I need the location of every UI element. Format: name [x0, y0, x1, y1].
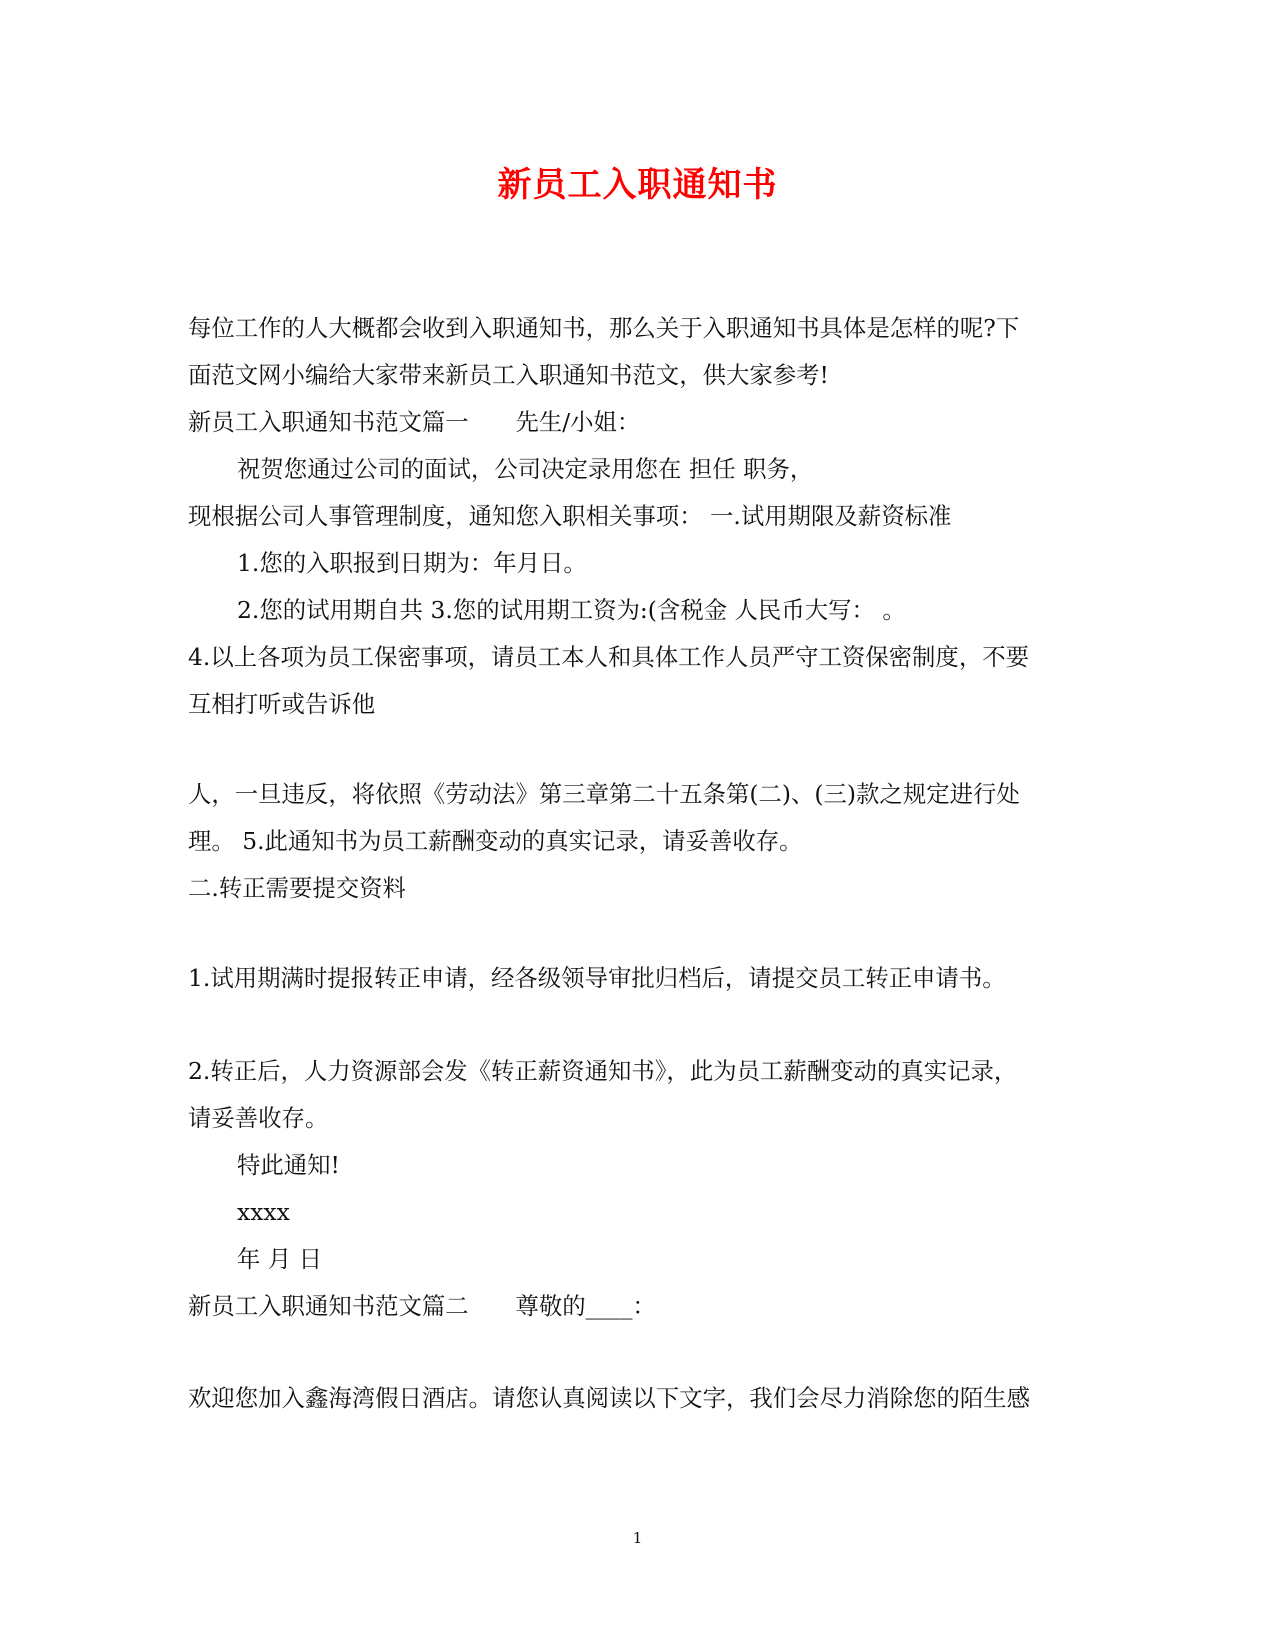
section-heading-line: 新员工入职通知书范文篇二 尊敬的____：	[188, 1292, 656, 1320]
paragraph-line: 欢迎您加入鑫海湾假日酒店。请您认真阅读以下文字，我们会尽力消除您的陌生感	[188, 1384, 1031, 1412]
list-item-line: 4.以上各项为员工保密事项，请员工本人和具体工作人员严守工资保密制度，不要	[188, 643, 1029, 671]
list-item-line: 2.转正后，人力资源部会发《转正薪资通知书》，此为员工薪酬变动的真实记录，	[188, 1057, 1018, 1085]
section-heading-line: 新员工入职通知书范文篇一 先生/小姐：	[188, 408, 641, 436]
paragraph-line: 请妥善收存。	[188, 1104, 329, 1132]
page-number: 1	[632, 1529, 643, 1547]
paragraph-line: 祝贺您通过公司的面试，公司决定录用您在 担任 职务，	[237, 455, 814, 483]
paragraph-line: 每位工作的人大概都会收到入职通知书，那么关于入职通知书具体是怎样的呢?下	[188, 314, 1020, 342]
paragraph-line: 互相打听或告诉他	[188, 690, 376, 718]
section-heading-line: 二.转正需要提交资料	[188, 874, 406, 902]
list-item-line: 2.您的试用期自共 3.您的试用期工资为:(含税金 人民币大写： 。	[237, 596, 906, 624]
closing-line: 特此通知!	[237, 1151, 340, 1179]
signature-line: xxxx	[237, 1198, 290, 1226]
list-item-line: 1.您的入职报到日期为：年月日。	[237, 549, 587, 577]
paragraph-line: 面范文网小编给大家带来新员工入职通知书范文，供大家参考!	[188, 361, 829, 389]
paragraph-line: 理。 5.此通知书为员工薪酬变动的真实记录，请妥善收存。	[188, 827, 803, 855]
paragraph-line: 现根据公司人事管理制度，通知您入职相关事项： 一.试用期限及薪资标准	[188, 502, 952, 530]
paragraph-line: 人，一旦违反，将依照《劳动法》第三章第二十五条第(二)、(三)款之规定进行处	[188, 780, 1020, 808]
date-line: 年 月 日	[237, 1245, 323, 1273]
list-item-line: 1.试用期满时提报转正申请，经各级领导审批归档后，请提交员工转正申请书。	[188, 964, 1006, 992]
document-title: 新员工入职通知书	[497, 165, 778, 205]
